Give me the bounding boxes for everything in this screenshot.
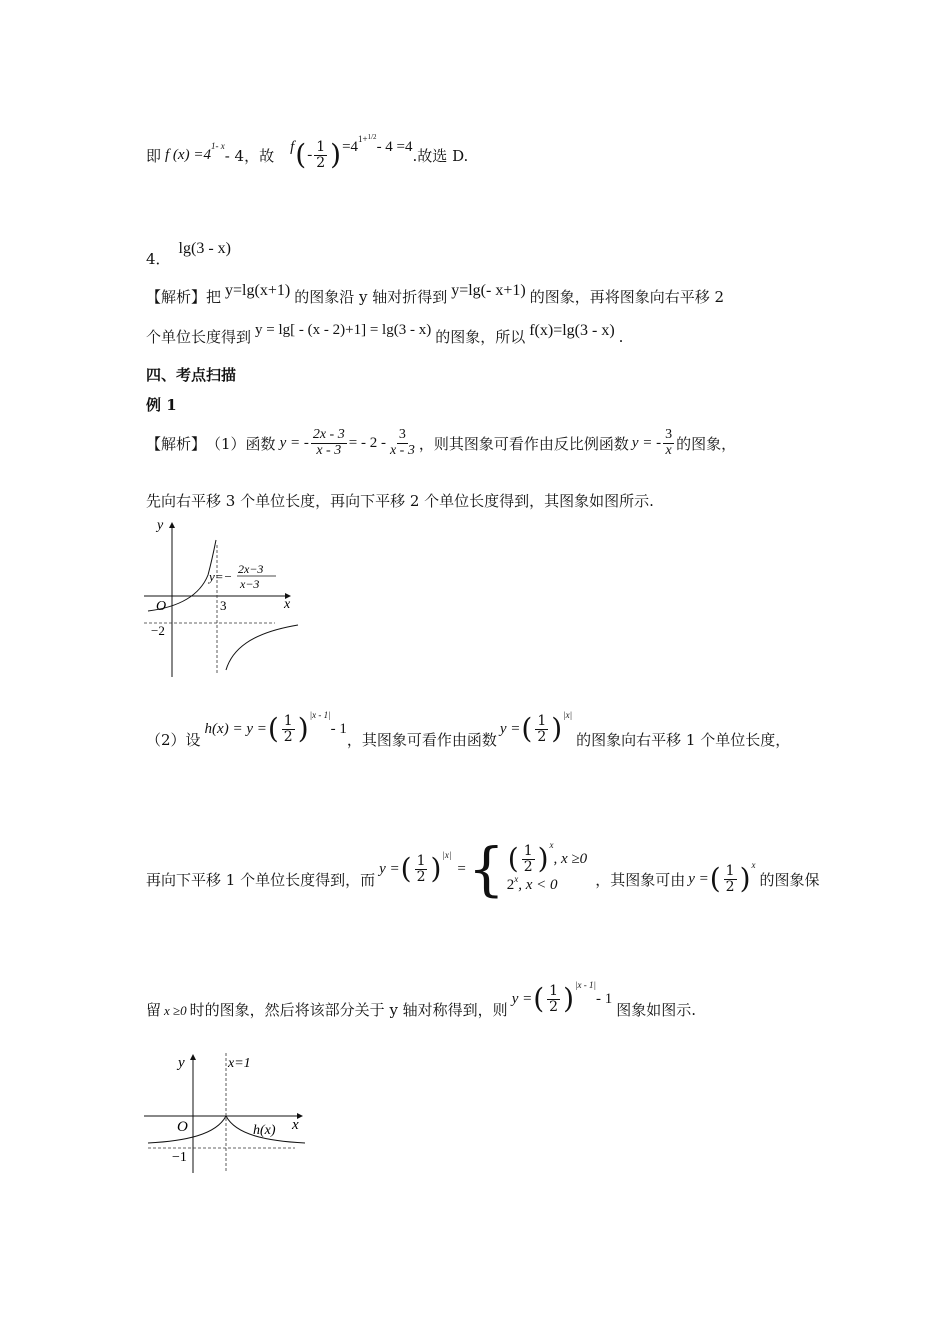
den: x xyxy=(665,442,672,458)
tick-neg1: −1 xyxy=(172,1150,187,1165)
formula-y: y = xyxy=(499,720,521,737)
den: 2 xyxy=(537,728,547,745)
heading: 例 1 xyxy=(146,396,177,414)
graph-1 xyxy=(140,515,310,685)
y-label: y xyxy=(178,1055,185,1071)
fraction xyxy=(663,428,674,458)
half-power xyxy=(709,860,756,895)
paren-left: ( xyxy=(267,712,279,746)
part-2-line-1 xyxy=(146,710,791,749)
num: 1 xyxy=(283,713,293,729)
num: 1 xyxy=(316,139,326,155)
curve-right-branch xyxy=(226,625,298,670)
exponent: 1- x xyxy=(210,141,225,152)
text: ，则其图象可看作由反比例函数 xyxy=(418,434,629,453)
function-label: y=− xyxy=(209,569,233,584)
fraction-half xyxy=(282,714,295,744)
formula-f: f xyxy=(290,138,295,155)
exponent: x xyxy=(549,839,554,850)
cases xyxy=(506,839,588,894)
paren-right: ) xyxy=(330,138,342,172)
tag: 【解析】 xyxy=(146,288,207,306)
answer-formula: lg(3 - x) xyxy=(178,239,231,257)
analysis-2-line-2 xyxy=(146,490,654,511)
num: 1 xyxy=(725,862,735,879)
section-title xyxy=(146,364,236,385)
num: 1 xyxy=(549,983,559,999)
formula-h: h(x) = y = xyxy=(204,720,267,737)
den: 2 xyxy=(283,728,293,745)
exponent: |x - 1| xyxy=(309,710,331,721)
formula-y: y = xyxy=(511,990,533,1007)
condition: x ≥0 xyxy=(164,1003,187,1019)
paren-left: ( xyxy=(709,862,721,895)
origin-label: O xyxy=(177,1119,188,1135)
paren-left: ( xyxy=(533,982,545,1016)
text: - 4，故 xyxy=(224,146,275,165)
question-4 xyxy=(146,238,231,268)
text: 个单位长度得到 xyxy=(146,328,252,346)
paren-right: ) xyxy=(551,712,563,746)
text: ，其图象可由 xyxy=(595,870,686,889)
eq4: =4 xyxy=(342,138,359,155)
den: 2 xyxy=(416,868,426,885)
exponent: |x - 1| xyxy=(575,980,596,991)
den: 2 xyxy=(549,998,559,1015)
text: 把 xyxy=(206,288,222,306)
heading: 四、考点扫描 xyxy=(146,366,237,384)
text: - 1 xyxy=(330,720,347,737)
function-label: h(x) xyxy=(253,1123,276,1138)
part-2-line-3 xyxy=(146,980,696,1019)
text: 的图象，所以 xyxy=(435,328,526,346)
num: 3 xyxy=(665,427,673,442)
formula-y: y = xyxy=(379,860,400,877)
formula-y: y = - xyxy=(631,434,662,451)
case-1 xyxy=(507,839,588,875)
formula-y: y = - xyxy=(279,434,309,451)
paren-left: ( xyxy=(295,138,307,172)
fraction-half xyxy=(522,844,535,874)
den: 2 xyxy=(523,858,533,875)
text: 的图象，再将图象向右平移 2 xyxy=(529,288,725,306)
num: 2x - 3 xyxy=(312,427,345,442)
paren-right: ) xyxy=(537,842,549,875)
x-label: x xyxy=(292,1117,299,1133)
text: = - 2 - xyxy=(348,434,386,451)
text: 的图象向右平移 1 个单位长度， xyxy=(576,730,791,749)
analysis-line-2 xyxy=(146,321,624,347)
graph-2 xyxy=(140,1045,310,1175)
paren-right: ) xyxy=(563,982,575,1016)
origin-label: O xyxy=(156,599,167,614)
tick-neg2: −2 xyxy=(151,623,165,638)
paren-left: ( xyxy=(400,852,412,885)
text: 再向下平移 1 个单位长度得到，而 xyxy=(146,870,376,889)
den: x - 3 xyxy=(316,442,342,458)
exponent: |x| xyxy=(563,710,573,721)
fraction xyxy=(388,428,417,458)
text: 的图象， xyxy=(676,434,737,453)
example-title xyxy=(146,394,177,415)
text: 的图象沿 y 轴对折得到 xyxy=(294,288,448,306)
text: .故选 D. xyxy=(412,146,469,165)
text: （2）设 xyxy=(146,730,201,749)
base: 2 xyxy=(506,877,515,894)
line-f-value xyxy=(146,133,469,172)
fraction-half xyxy=(535,714,548,744)
tag: 【解析】 xyxy=(146,434,207,453)
analysis-2-line-1 xyxy=(146,428,736,458)
text: 留 xyxy=(146,1000,162,1019)
condition: , x ≥0 xyxy=(553,851,588,867)
text: （1）函数 xyxy=(206,434,276,453)
num: 3 xyxy=(398,427,406,442)
exponent: 1+ xyxy=(358,134,368,145)
exponent-frac: 1/2 xyxy=(367,133,377,142)
tick-3: 3 xyxy=(220,598,227,613)
fraction xyxy=(311,428,347,458)
y-label: y xyxy=(157,518,164,533)
formula: f(x)=lg(3 - x) xyxy=(529,321,615,339)
paren-right: ) xyxy=(430,852,442,885)
fraction-half xyxy=(314,140,327,170)
x-label: x xyxy=(284,597,291,612)
num: 1 xyxy=(523,842,533,859)
fraction-half xyxy=(415,854,428,884)
fraction-half xyxy=(724,864,737,894)
case-2 xyxy=(506,873,587,894)
exponent: x xyxy=(751,860,756,870)
equals: = xyxy=(457,860,466,877)
den: x - 3 xyxy=(389,442,415,458)
num: 1 xyxy=(537,713,547,729)
question-number: 4． xyxy=(146,250,171,268)
paren-right: ) xyxy=(297,712,309,746)
analysis-line-1 xyxy=(146,281,725,307)
formula: y=lg(x+1) xyxy=(225,281,291,299)
text: 即 xyxy=(146,146,162,165)
exponent: |x| xyxy=(442,850,452,860)
formula: y=lg(- x+1) xyxy=(451,281,526,299)
num: 1 xyxy=(416,852,426,869)
x-equals-1-label: x=1 xyxy=(228,1056,251,1071)
den: 2 xyxy=(316,154,326,171)
text: - 1 xyxy=(595,990,613,1007)
fraction-half xyxy=(547,984,560,1014)
function-num: 2x−3 xyxy=(238,562,264,576)
text: 图象如图示. xyxy=(616,1000,696,1019)
exponent: x xyxy=(514,873,519,884)
minus: - xyxy=(307,146,313,163)
paren-left: ( xyxy=(521,712,533,746)
part-2-line-2 xyxy=(146,835,820,903)
brace: { xyxy=(467,835,505,903)
text: ，其图象可看作由函数 xyxy=(346,730,497,749)
text: 的图象保 xyxy=(759,870,820,889)
formula-y: y = xyxy=(688,870,709,887)
text: 时的图象，然后将该部分关于 y 轴对称得到，则 xyxy=(189,1000,508,1019)
text: 先向右平移 3 个单位长度，再向下平移 2 个单位长度得到，其图象如图所示. xyxy=(146,492,654,510)
condition: , x < 0 xyxy=(518,877,558,894)
formula: y = lg[ - (x - 2)+1] = lg(3 - x) xyxy=(255,322,432,338)
paren-left: ( xyxy=(507,842,519,875)
paren-right: ) xyxy=(739,862,751,895)
den: 2 xyxy=(725,878,735,895)
formula-fx: f (x) =4 xyxy=(165,146,211,163)
text: - 4 =4 xyxy=(376,138,413,155)
text: . xyxy=(618,327,624,346)
function-den: x−3 xyxy=(240,577,260,591)
